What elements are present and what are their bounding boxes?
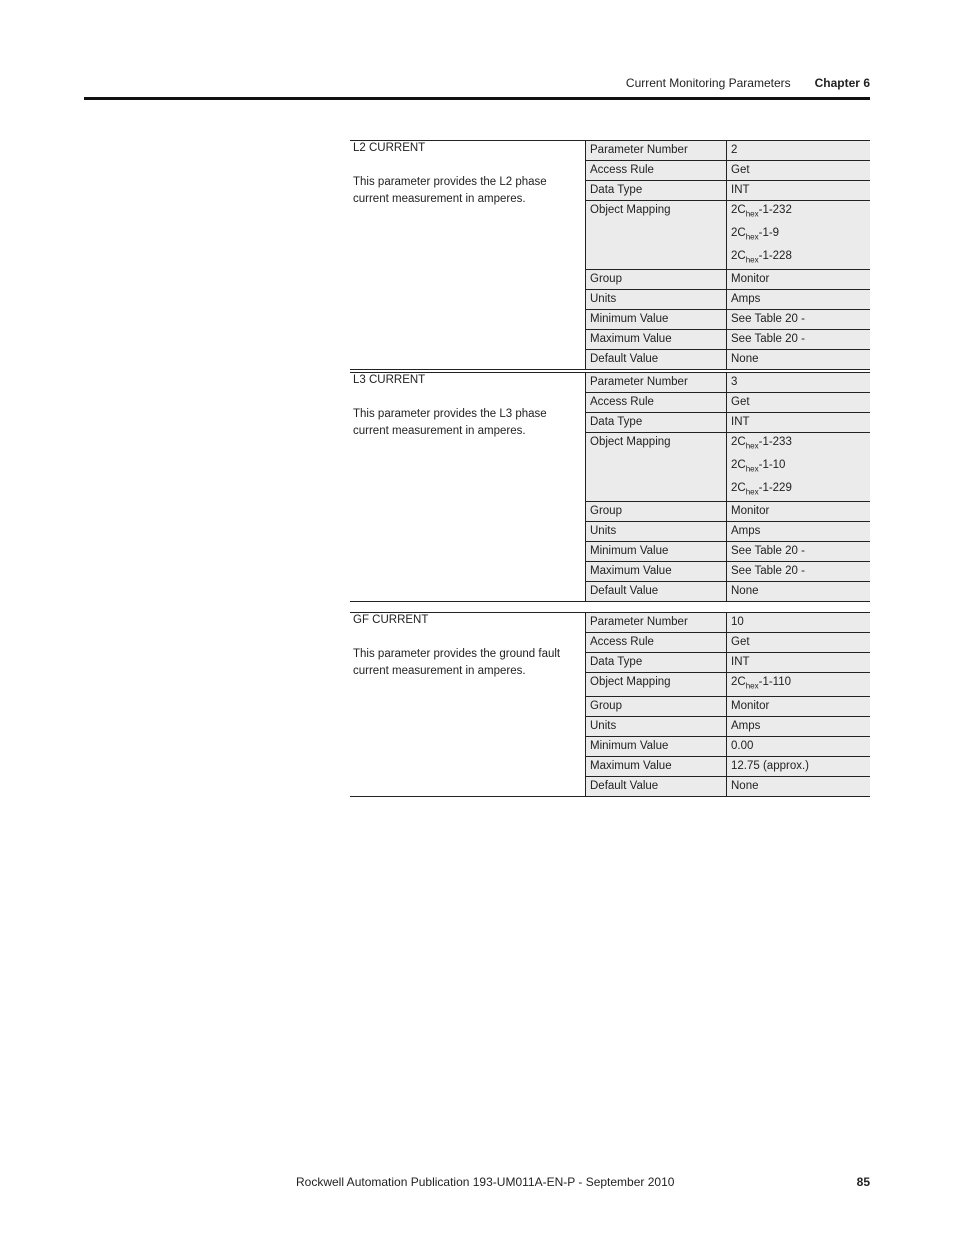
attribute-name: Default Value bbox=[586, 582, 727, 601]
table-row bbox=[586, 160, 870, 180]
attribute-name: Group bbox=[586, 502, 727, 521]
section-title: Current Monitoring Parameters bbox=[625, 76, 791, 90]
parameter-name: L3 CURRENT bbox=[353, 374, 426, 386]
parameter-block bbox=[350, 372, 870, 602]
attribute-name: Units bbox=[586, 717, 727, 736]
attribute-value: Monitor bbox=[731, 699, 770, 712]
object-mapping-entry bbox=[731, 247, 866, 270]
parameter-table bbox=[585, 612, 870, 797]
attribute-name: Object Mapping bbox=[586, 433, 727, 501]
parameter-description: This parameter provides the L2 phase current measurement in amperes. bbox=[353, 176, 547, 205]
mapping-class: 2C bbox=[731, 676, 746, 688]
table-row bbox=[586, 432, 870, 501]
table-row bbox=[586, 652, 870, 672]
attribute-value: 10 bbox=[731, 616, 744, 628]
parameter-description: This parameter provides the L3 phase current measurement in amperes. bbox=[353, 408, 547, 437]
attribute-name: Data Type bbox=[586, 413, 727, 432]
mapping-radix: hex bbox=[745, 441, 759, 451]
table-row bbox=[586, 289, 870, 309]
mapping-class: 2C bbox=[731, 481, 746, 494]
table-row bbox=[586, 672, 870, 696]
object-mapping-entry bbox=[731, 456, 866, 479]
publication-footer: Rockwell Automation Publication 193-UM011A-EN-P - September 2010 bbox=[296, 1175, 675, 1189]
attribute-name: Access Rule bbox=[586, 161, 727, 180]
block-bottom-rule bbox=[350, 601, 870, 602]
table-row bbox=[586, 612, 870, 632]
mapping-radix: hex bbox=[745, 486, 759, 496]
attribute-name: Parameter Number bbox=[586, 141, 727, 160]
table-row bbox=[586, 716, 870, 736]
attribute-value: 3 bbox=[731, 376, 738, 388]
attribute-value bbox=[727, 673, 870, 696]
attribute-name: Object Mapping bbox=[586, 201, 727, 269]
table-row bbox=[586, 696, 870, 716]
table-row bbox=[586, 736, 870, 756]
attribute-name: Minimum Value bbox=[586, 310, 727, 329]
attribute-name: Parameter Number bbox=[586, 373, 727, 392]
mapping-path: -1-10 bbox=[758, 458, 786, 471]
header-rule bbox=[84, 97, 870, 100]
parameter-block bbox=[350, 612, 870, 797]
mapping-path: -1-228 bbox=[758, 249, 792, 262]
running-header bbox=[626, 76, 870, 90]
object-mapping-entry bbox=[731, 201, 866, 224]
parameter-name: GF CURRENT bbox=[353, 614, 429, 626]
mapping-path: -1-9 bbox=[758, 226, 780, 239]
parameter-summary bbox=[350, 372, 585, 602]
attribute-value: 0.00 bbox=[731, 739, 754, 752]
mapping-radix: hex bbox=[745, 681, 759, 691]
block-bottom-rule bbox=[350, 796, 870, 797]
mapping-class: 2C bbox=[731, 458, 746, 471]
attribute-name: Maximum Value bbox=[586, 562, 727, 581]
object-mapping-entry bbox=[731, 224, 866, 247]
attribute-name: Maximum Value bbox=[586, 757, 727, 776]
attribute-value: Monitor bbox=[731, 505, 770, 518]
chapter-label: Chapter 6 bbox=[814, 76, 870, 90]
attribute-value bbox=[727, 433, 870, 501]
table-row bbox=[586, 180, 870, 200]
attribute-value: Monitor bbox=[731, 273, 770, 286]
table-row bbox=[586, 329, 870, 349]
table-row bbox=[586, 501, 870, 521]
table-row bbox=[586, 269, 870, 289]
attribute-value: None bbox=[731, 585, 759, 598]
attribute-name: Units bbox=[586, 522, 727, 541]
attribute-name: Data Type bbox=[586, 653, 727, 672]
table-row bbox=[586, 349, 870, 370]
attribute-value bbox=[727, 201, 870, 269]
mapping-class: 2C bbox=[731, 204, 746, 216]
attribute-name: Access Rule bbox=[586, 633, 727, 652]
attribute-value: Amps bbox=[731, 719, 761, 732]
parameter-name: L2 CURRENT bbox=[353, 142, 426, 154]
attribute-value: None bbox=[731, 779, 759, 792]
mapping-class: 2C bbox=[731, 436, 746, 448]
attribute-name: Minimum Value bbox=[586, 737, 727, 756]
attribute-name: Group bbox=[586, 270, 727, 289]
attribute-value: Get bbox=[731, 636, 750, 648]
table-row bbox=[586, 561, 870, 581]
attribute-value: INT bbox=[731, 184, 750, 196]
parameter-summary bbox=[350, 140, 585, 370]
object-mapping-entry bbox=[731, 433, 866, 456]
attribute-value: Get bbox=[731, 164, 750, 176]
attribute-value: See Table 20 - bbox=[731, 313, 805, 326]
table-row bbox=[586, 581, 870, 602]
parameter-table bbox=[585, 372, 870, 602]
attribute-value: Get bbox=[731, 396, 750, 408]
attribute-name: Object Mapping bbox=[586, 673, 727, 696]
page-number: 85 bbox=[856, 1175, 870, 1189]
mapping-class: 2C bbox=[731, 226, 746, 239]
attribute-name: Access Rule bbox=[586, 393, 727, 412]
attribute-name: Default Value bbox=[586, 777, 727, 796]
attribute-value: See Table 20 - bbox=[731, 565, 805, 578]
table-row bbox=[586, 632, 870, 652]
attribute-name: Data Type bbox=[586, 181, 727, 200]
attribute-value: 12.75 (approx.) bbox=[731, 759, 809, 772]
attribute-value: Amps bbox=[731, 293, 761, 306]
object-mapping-entry bbox=[731, 479, 866, 502]
mapping-path: -1-232 bbox=[758, 204, 792, 216]
table-row bbox=[586, 412, 870, 432]
attribute-name: Parameter Number bbox=[586, 613, 727, 632]
table-row bbox=[586, 541, 870, 561]
mapping-class: 2C bbox=[731, 249, 746, 262]
mapping-radix: hex bbox=[745, 464, 759, 474]
attribute-value: INT bbox=[731, 416, 750, 428]
table-row bbox=[586, 756, 870, 776]
mapping-path: -1-110 bbox=[758, 676, 791, 688]
mapping-path: -1-233 bbox=[758, 436, 792, 448]
table-row bbox=[586, 140, 870, 160]
table-row bbox=[586, 521, 870, 541]
mapping-path: -1-229 bbox=[758, 481, 792, 494]
table-row bbox=[586, 776, 870, 797]
table-row bbox=[586, 309, 870, 329]
attribute-value: See Table 20 - bbox=[731, 545, 805, 558]
table-row bbox=[586, 372, 870, 392]
block-bottom-rule bbox=[350, 369, 870, 370]
attribute-name: Units bbox=[586, 290, 727, 309]
parameter-description: This parameter provides the ground fault current measurement in amperes. bbox=[353, 648, 561, 677]
attribute-name: Minimum Value bbox=[586, 542, 727, 561]
attribute-value: INT bbox=[731, 656, 750, 668]
table-row bbox=[586, 392, 870, 412]
attribute-name: Default Value bbox=[586, 350, 727, 369]
mapping-radix: hex bbox=[745, 232, 759, 242]
attribute-value: See Table 20 - bbox=[731, 333, 805, 346]
attribute-value: 2 bbox=[731, 144, 738, 156]
mapping-radix: hex bbox=[745, 209, 759, 219]
parameter-block bbox=[350, 140, 870, 370]
parameter-table bbox=[585, 140, 870, 370]
attribute-value: Amps bbox=[731, 525, 761, 538]
attribute-name: Group bbox=[586, 697, 727, 716]
parameter-summary bbox=[350, 612, 585, 797]
object-mapping-entry bbox=[731, 673, 866, 696]
attribute-value: None bbox=[731, 353, 759, 366]
mapping-radix: hex bbox=[745, 254, 759, 264]
table-row bbox=[586, 200, 870, 269]
attribute-name: Maximum Value bbox=[586, 330, 727, 349]
